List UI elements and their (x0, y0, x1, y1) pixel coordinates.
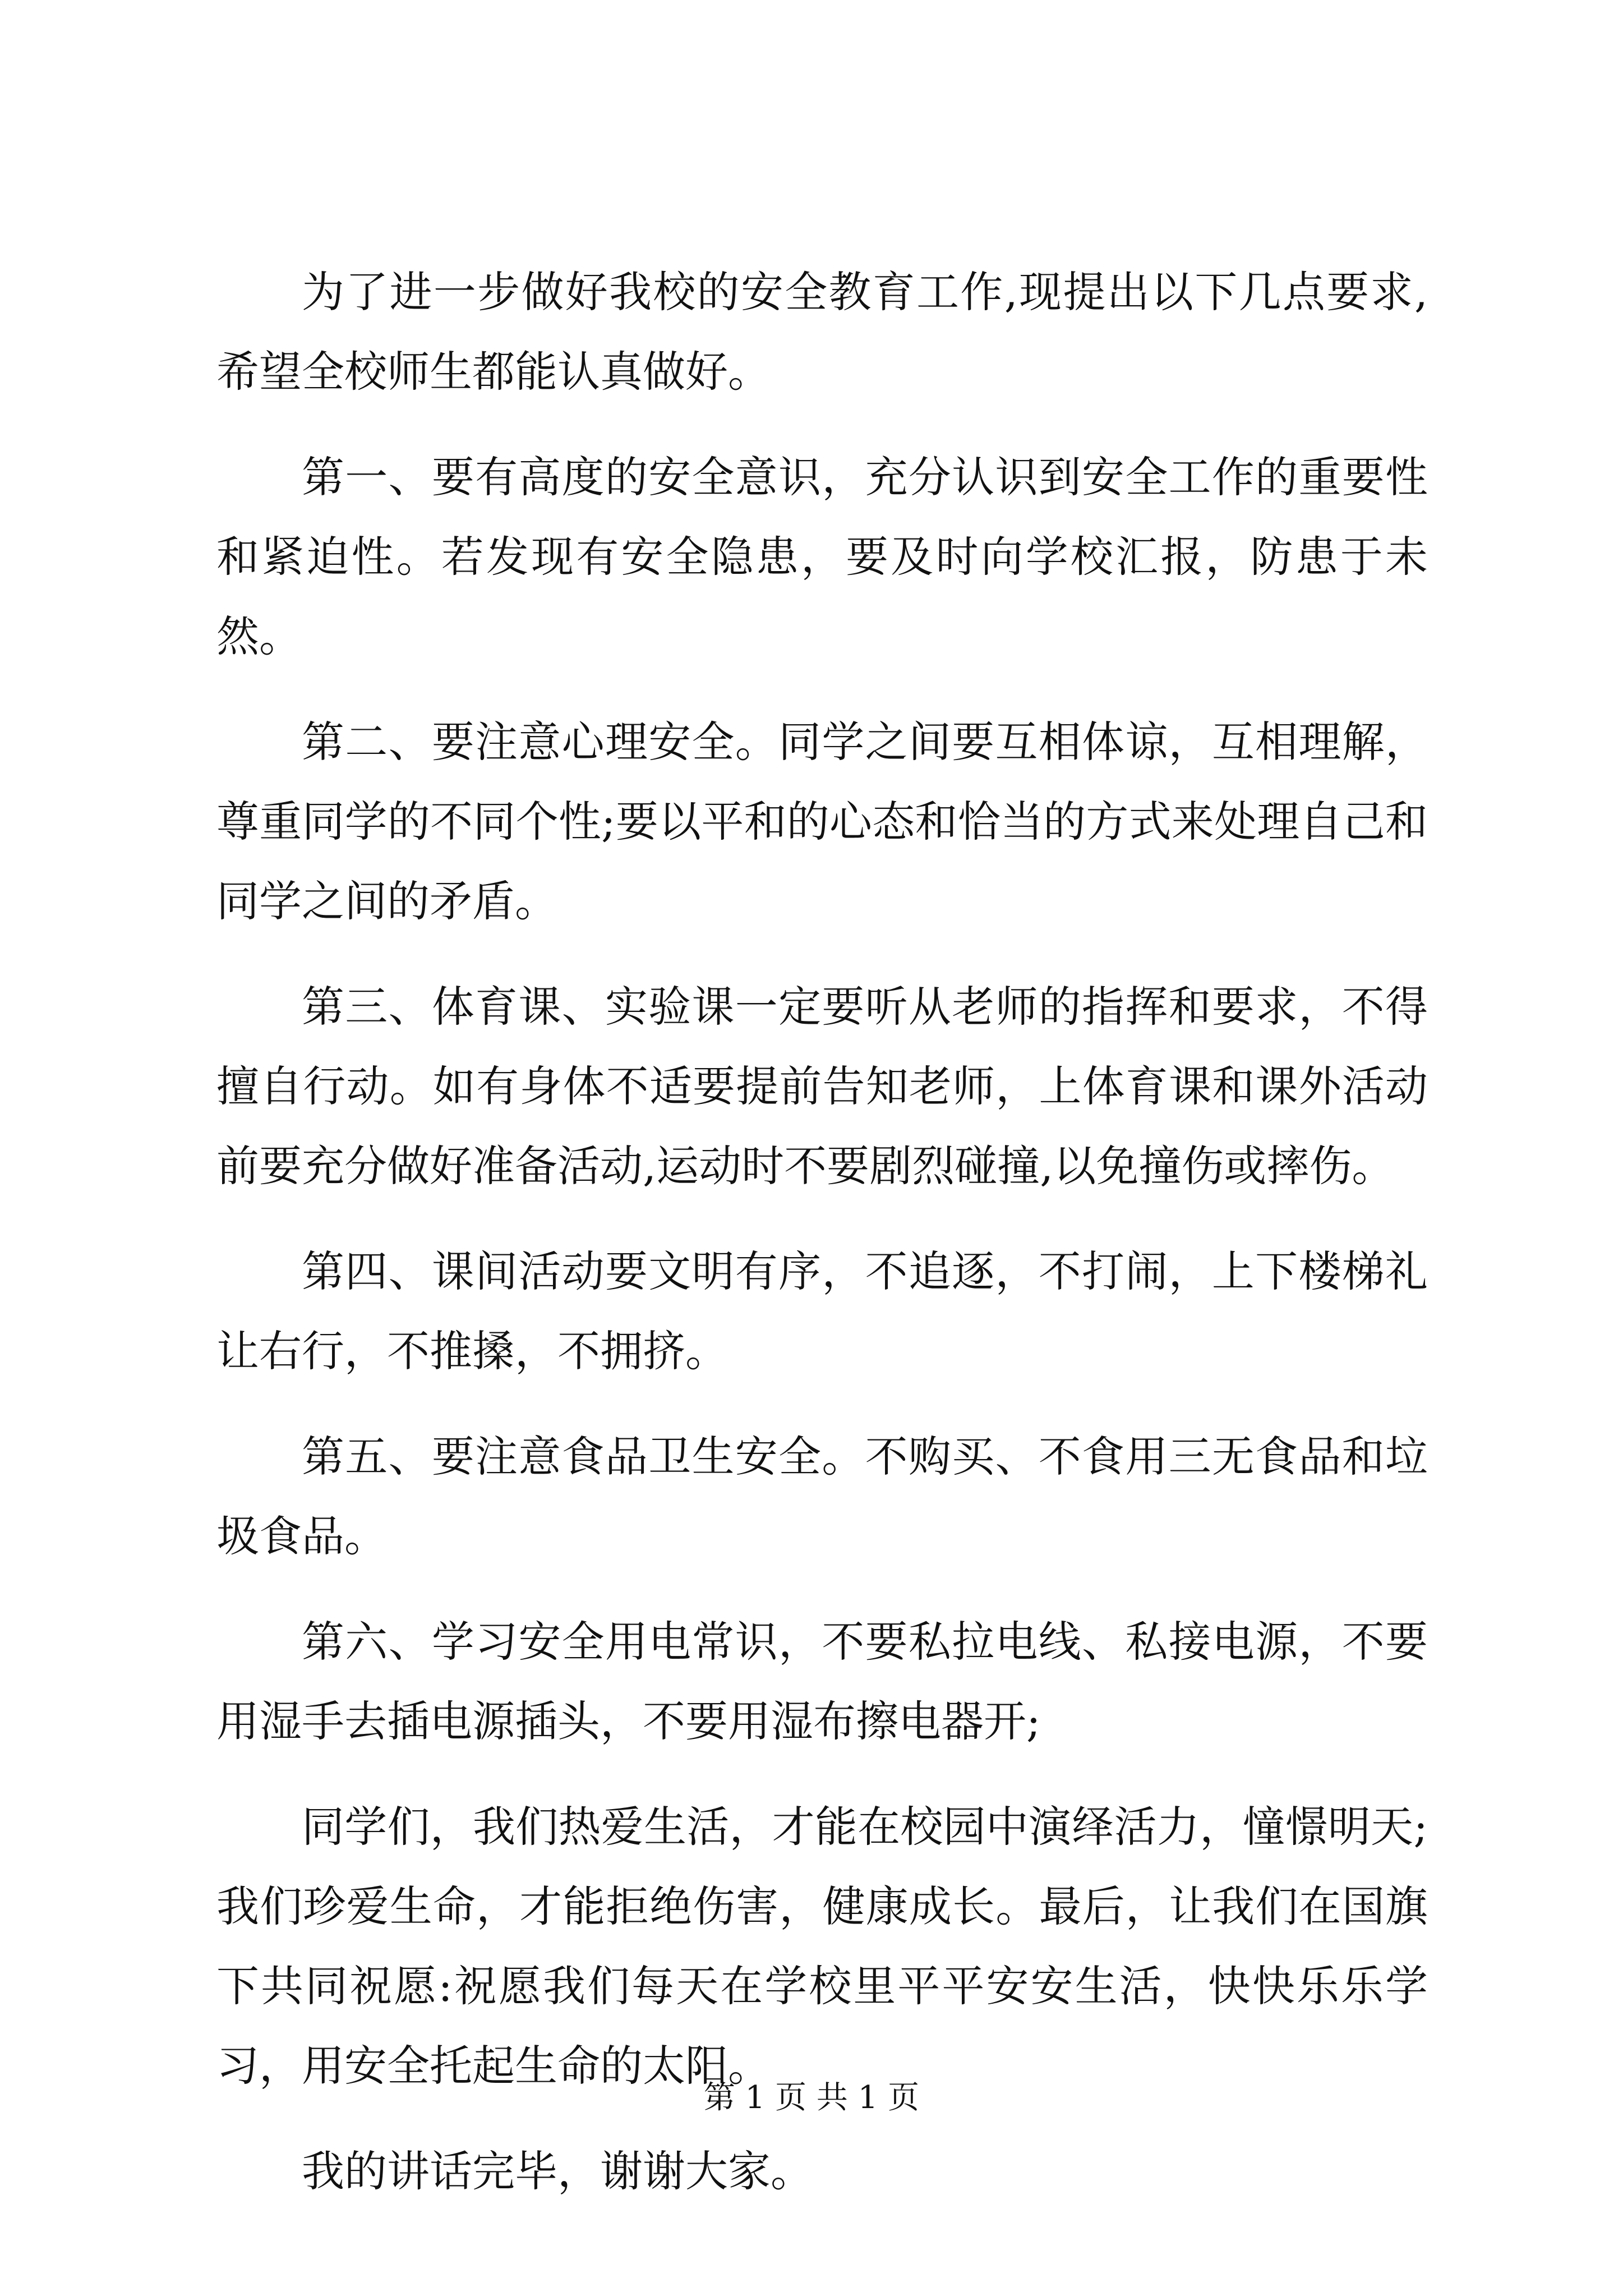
paragraph-point-2: 第二、要注意心理安全。同学之间要互相体谅，互相理解，尊重同学的不同个性;要以平和的心态和恰当的方式来处理自己和同学之间的矛盾。 (216, 717, 1428, 926)
document-body (216, 252, 1428, 2237)
paragraph-point-3: 第三、体育课、实验课一定要听从老师的指挥和要求，不得擅自行动。如有身体不适要提前告知老师，上体育课和课外活动前要充分做好准备活动,运动时不要剧烈碰撞,以免撞伤或摔伤。 (216, 982, 1428, 1191)
paragraph-point-1: 第一、要有高度的安全意识，充分认识到安全工作的重要性和紧迫性。若发现有安全隐患，要及时向学校汇报，防患于未然。 (216, 452, 1428, 661)
paragraph-point-4: 第四、课间活动要文明有序，不追逐，不打闹，上下楼梯礼让右行，不推搡，不拥挤。 (216, 1246, 1428, 1376)
paragraph-point-6: 第六、学习安全用电常识，不要私拉电线、私接电源，不要用湿手去插电源插头，不要用湿布擦电器开; (216, 1617, 1428, 1746)
paragraph-thanks: 我的讲话完毕，谢谢大家。 (302, 2146, 813, 2196)
paragraph-point-5: 第五、要注意食品卫生安全。不购买、不食用三无食品和垃圾食品。 (216, 1432, 1428, 1561)
paragraph-closing: 同学们，我们热爱生活，才能在校园中演绎活力，憧憬明天;我们珍爱生命，才能拒绝伤害，健康成长。最后，让我们在国旗下共同祝愿:祝愿我们每天在学校里平平安安生活，快快乐乐学习，用安全托起生命的太阳。 (216, 1802, 1428, 2091)
paragraph-intro: 为了进一步做好我校的安全教育工作,现提出以下几点要求,希望全校师生都能认真做好。 (216, 267, 1428, 397)
page-number-footer: 第 1 页 共 1 页 (703, 2079, 920, 2116)
